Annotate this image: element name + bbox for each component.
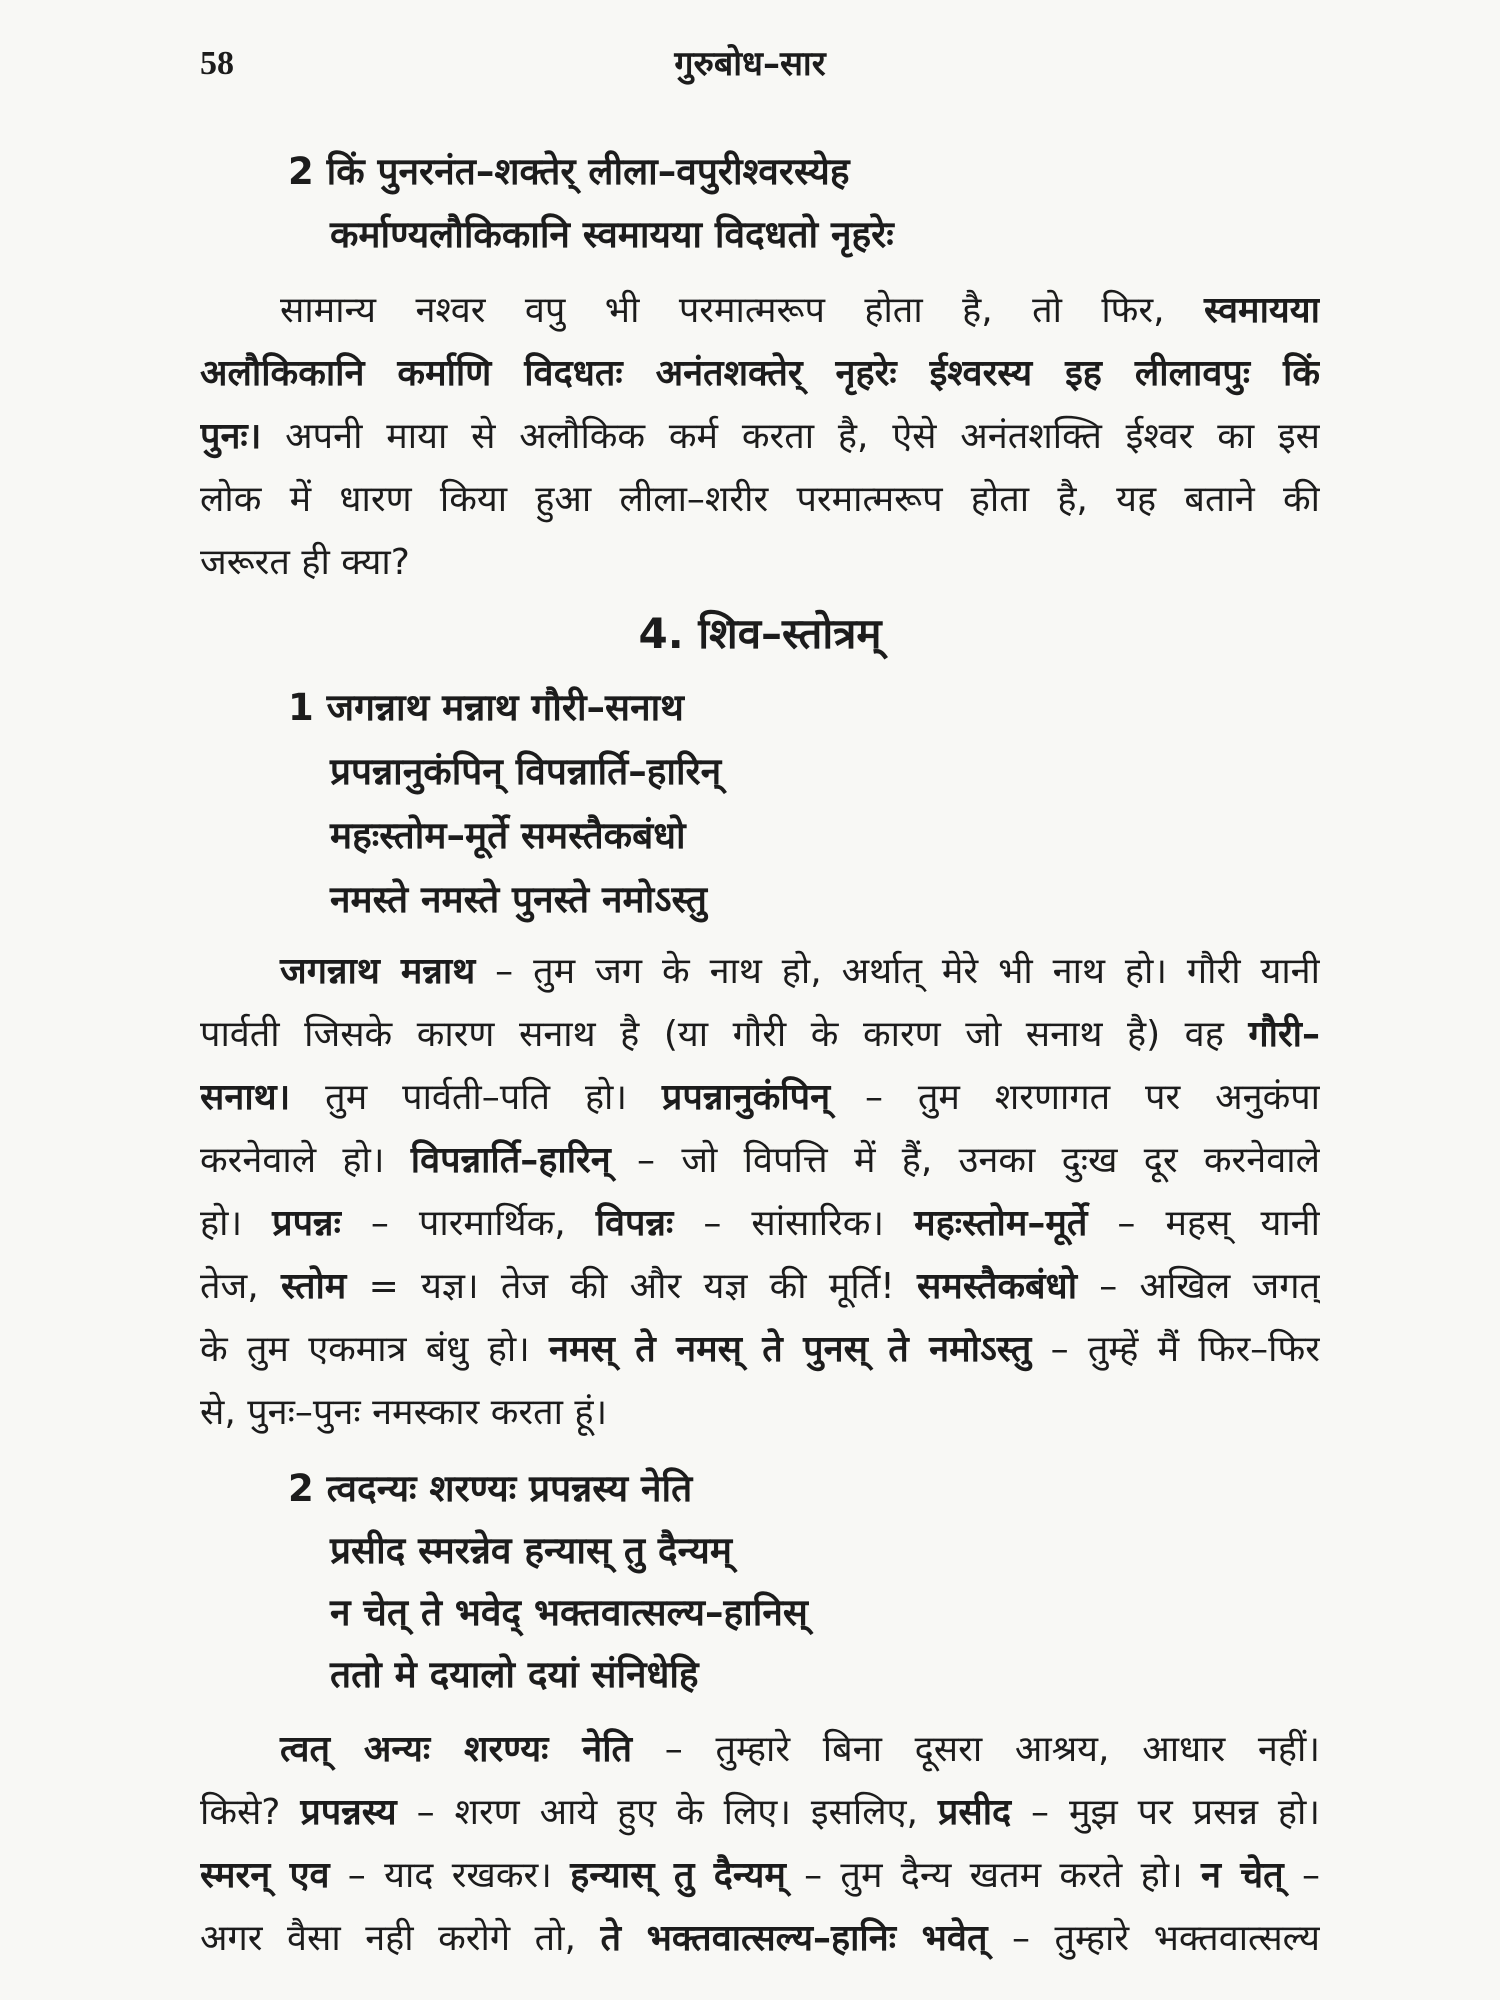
bold-term: पुनः। <box>200 416 262 457</box>
commentary-text: तुम पार्वती–पति हो। <box>290 1077 662 1118</box>
commentary-line <box>200 1907 1320 1970</box>
verse-line: ततो मे दयालो दयां संनिधेहि <box>330 1653 699 1696</box>
commentary-text: – मुझ पर प्रसन्न हो। <box>1011 1792 1320 1833</box>
commentary-text: – तुम्हारे भक्तवात्सल्य <box>987 1918 1320 1959</box>
verse-line: 1 जगन्नाथ मन्नाथ गौरी–सनाथ <box>288 686 684 729</box>
commentary-text: – सांसारिक। <box>673 1203 915 1244</box>
verse-line: प्रसीद स्मरन्नेव हन्यास् तु दैन्यम् <box>330 1529 732 1572</box>
bold-term: त्वत् अन्यः शरण्यः नेति <box>280 1729 633 1770</box>
bold-term: समस्तैकबंधो <box>916 1266 1078 1307</box>
commentary-line <box>200 1003 1320 1066</box>
bold-term: स्वमायया <box>1204 290 1320 331</box>
commentary-text: किसे? <box>200 1792 301 1833</box>
bold-term: महःस्तोम–मूर्ते <box>914 1203 1088 1244</box>
bold-term: प्रसीद <box>937 1792 1012 1833</box>
commentary-text: हो। <box>200 1203 273 1244</box>
bold-term: हन्यास् तु दैन्यम् <box>570 1855 786 1896</box>
verse-block <box>200 676 1320 932</box>
commentary-line <box>200 405 1320 468</box>
commentary-text: – तुम दैन्य खतम करते हो। <box>785 1855 1201 1896</box>
commentary-text: से, पुनः–पुनः नमस्कार करता हूं। <box>200 1392 608 1433</box>
commentary-text: – तुम्हें मैं फिर–फिर <box>1031 1329 1320 1370</box>
bold-term: स्तोम <box>280 1266 347 1307</box>
verse-line: नमस्ते नमस्ते पुनस्ते नमोऽस्तु <box>330 878 707 921</box>
commentary-text: अपनी माया से अलौकिक कर्म करता है, ऐसे अनंतशक्ति ईश्वर का इस <box>261 416 1320 457</box>
bold-term: प्रपन्नानुकंपिन् <box>661 1077 831 1118</box>
bold-term: स्मरन् एव <box>200 1855 330 1896</box>
commentary-line <box>200 1781 1320 1844</box>
commentary-line <box>200 1255 1320 1318</box>
verse-block <box>200 1458 1320 1706</box>
commentary-text: लोक में धारण किया हुआ लीला–शरीर परमात्मरूप होता है, यह बताने की <box>200 479 1320 520</box>
bold-term: विपन्नः <box>595 1203 674 1244</box>
commentary-text: जरूरत ही क्या? <box>200 542 410 583</box>
commentary-text: तेज, <box>200 1266 281 1307</box>
commentary-text: करनेवाले हो। <box>200 1140 411 1181</box>
commentary-text: पार्वती जिसके कारण सनाथ है (या गौरी के कारण जो सनाथ है) वह <box>200 1014 1249 1055</box>
bold-term: अलौकिकानि कर्माणि विदधतः अनंतशक्तेर् नृहरेः ईश्वरस्य इह लीलावपुः किं <box>200 353 1320 394</box>
commentary-line <box>200 1718 1320 1781</box>
bold-term: विपन्नार्ति–हारिन् <box>410 1140 611 1181</box>
commentary-text: सामान्य नश्वर वपु भी परमात्मरूप होता है, तो फिर, <box>280 290 1205 331</box>
commentary-text: – अखिल जगत् <box>1077 1266 1320 1307</box>
commentary-line <box>200 279 1320 342</box>
commentary-text: – तुम जग के नाथ हो, अर्थात् मेरे भी नाथ हो। गौरी यानी <box>475 951 1320 992</box>
commentary-text: के तुम एकमात्र बंधु हो। <box>200 1329 550 1370</box>
running-title: गुरुबोध–सार <box>674 44 826 84</box>
commentary-text: – तुम शरणागत पर अनुकंपा <box>830 1077 1320 1118</box>
commentary-line <box>200 1318 1320 1381</box>
commentary-text: – तुम्हारे बिना दूसरा आश्रय, आधार नहीं। <box>632 1729 1320 1770</box>
commentary-text: – याद रखकर। <box>329 1855 571 1896</box>
verse-block <box>200 140 1320 266</box>
commentary-text: अगर वैसा नही करोगे तो, <box>200 1918 601 1959</box>
commentary-paragraph <box>200 940 1320 1444</box>
commentary-paragraph <box>200 279 1320 594</box>
commentary-line <box>200 1381 1320 1444</box>
section-heading: 4. शिव–स्तोत्रम् <box>638 609 882 658</box>
bold-term: प्रपन्नस्य <box>300 1792 397 1833</box>
bold-term: नमस् ते नमस् ते पुनस् ते नमोऽस्तु <box>549 1329 1032 1370</box>
commentary-text: – शरण आये हुए के लिए। इसलिए, <box>396 1792 938 1833</box>
commentary-line <box>200 1129 1320 1192</box>
commentary-paragraph <box>200 1718 1320 1970</box>
verse-line: कर्माण्यलौकिकानि स्वमायया विदधतो नृहरेः <box>330 213 894 256</box>
commentary-text: – पारमार्थिक, <box>340 1203 596 1244</box>
verse-line: 2 किं पुनरनंत–शक्तेर् लीला–वपुरीश्वरस्येह <box>288 150 850 193</box>
commentary-text: – महस् यानी <box>1087 1203 1320 1244</box>
commentary-line <box>200 531 1320 594</box>
commentary-line <box>200 342 1320 405</box>
commentary-text: – जो विपत्ति में हैं, उनका दुःख दूर करनेवाले <box>610 1140 1320 1181</box>
page-number: 58 <box>200 45 234 82</box>
verse-line: प्रपन्नानुकंपिन् विपन्नार्ति–हारिन् <box>330 750 722 793</box>
commentary-line <box>200 1066 1320 1129</box>
commentary-text: – <box>1283 1855 1320 1896</box>
commentary-line <box>200 1844 1320 1907</box>
commentary-text: = यज्ञ। तेज की और यज्ञ की मूर्ति! <box>346 1266 917 1307</box>
commentary-line <box>200 1192 1320 1255</box>
commentary-line <box>200 468 1320 531</box>
verse-line: न चेत् ते भवेद् भक्तवात्सल्य–हानिस् <box>330 1591 808 1634</box>
commentary-line <box>200 940 1320 1003</box>
bold-term: गौरी– <box>1248 1014 1320 1055</box>
bold-term: ते भक्तवात्सल्य–हानिः भवेत् <box>600 1918 988 1959</box>
bold-term: सनाथ। <box>200 1077 291 1118</box>
verse-line: 2 त्वदन्यः शरण्यः प्रपन्नस्य नेति <box>288 1467 693 1510</box>
verse-line: महःस्तोम–मूर्ते समस्तैकबंधो <box>330 814 686 857</box>
bold-term: न चेत् <box>1200 1855 1284 1896</box>
bold-term: प्रपन्नः <box>272 1203 341 1244</box>
bold-term: जगन्नाथ मन्नाथ <box>280 951 476 992</box>
